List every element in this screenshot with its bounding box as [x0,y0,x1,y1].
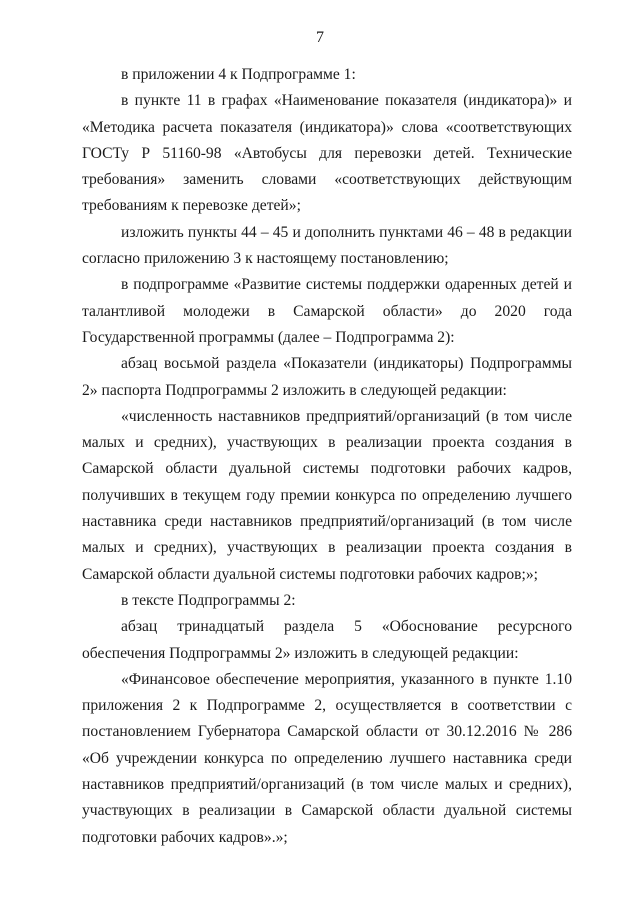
paragraph-6: «численность наставников предприятий/организаций (в том числе малых и средних), участвующих в реализации проекта создания в Самарской области дуальной системы подготовки рабочих кадров, получивших в текущем году премии конкурса по определению лучшего наставника среди наставников предприятий/организаций (в том числе малых и средних), участвующих в реализации проекта создания в Самарской области дуальной системы подготовки рабочих кадров;»; [82,407,572,583]
paragraph-9: «Финансовое обеспечение мероприятия, указанного в пункте 1.10 приложения 2 к Подпрограмме 2, осуществляется в соответствии с постановлением Губернатора Самарской области от 30.12.2016 № 286 «Об учреждении конкурса по определению лучшего наставника среди наставников предприятий/организаций (в том числе малых и средних), участвующих в реализации в Самарской области дуальной системы подготовки рабочих кадров».»; [82,670,572,846]
paragraph-5: абзац восьмой раздела «Показатели (индикаторы) Подпрограммы 2» паспорта Подпрограммы 2 изложить в следующей редакции: [82,355,572,399]
paragraph-7: в тексте Подпрограммы 2: [121,591,296,609]
paragraph-1: в приложении 4 к Подпрограмме 1: [121,66,356,83]
paragraph-4: в подпрограмме «Развитие системы поддержки одаренных детей и талантливой молодежи в Самарской области» до 2020 года Государственной программы (далее – Подпрограмма 2): [82,276,572,346]
paragraph-8: абзац тринадцатый раздела 5 «Обоснование ресурсного обеспечения Подпрограммы 2» изложить в следующей редакции: [82,618,572,662]
page-number: 7 [316,29,324,46]
paragraph-2: в пункте 11 в графах «Наименование показателя (индикатора)» и «Методика расчета показателя (индикатора)» слова «соответствующих ГОСТу Р 51160-98 «Автобусы для перевозки детей. Технические требования» заменить словами «соответствующих действующим требованиям к перевозке детей»; [82,92,572,215]
paragraph-3: изложить пункты 44 – 45 и дополнить пунктами 46 – 48 в редакции согласно приложению 3 к настоящему постановлению; [82,223,572,268]
document-body [82,62,572,851]
